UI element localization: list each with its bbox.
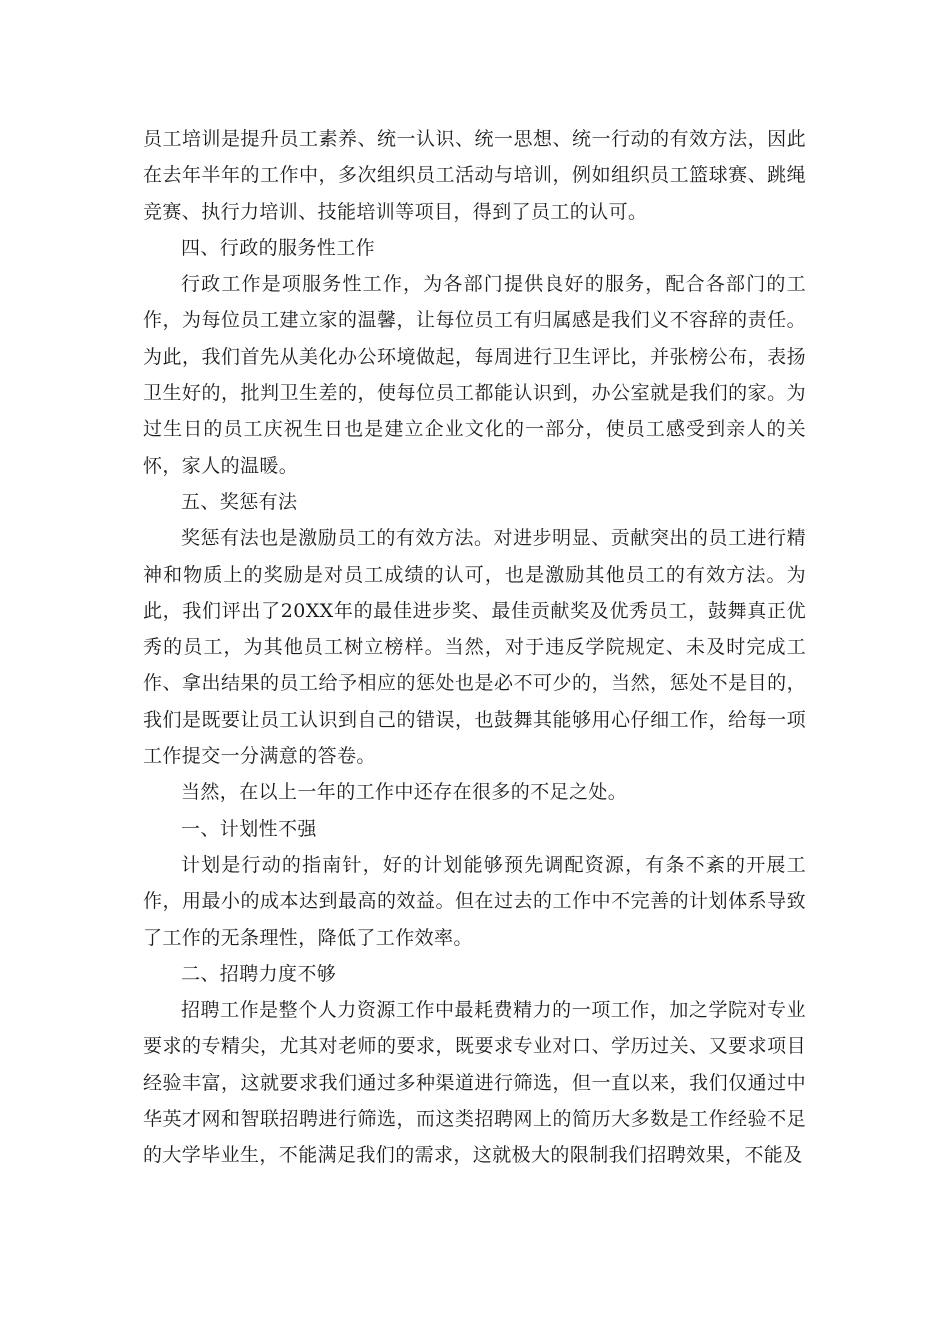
paragraph-recruitment: 招聘工作是整个人力资源工作中最耗费精力的一项工作，加之学院对专业要求的专精尖，尤其对老师的要求，既要求专业对口、学历过关、又要求项目经验丰富，这就要求我们通过多种渠道进行筛选，但一直以来，我们仅通过中华英才网和智联招聘进行筛选，而这类招聘网上的简历大多数是工作经验不足的大学毕业生，不能满足我们的需求，这就极大的限制我们招聘效果，不能及 xyxy=(143,999,806,1167)
heading-recruitment: 二、招聘力度不够 xyxy=(181,962,337,985)
heading-admin-service: 四、行政的服务性工作 xyxy=(181,236,376,259)
heading-weak-planning: 一、计划性不强 xyxy=(181,817,317,840)
document-body xyxy=(143,121,806,1174)
paragraph-shortcomings-intro: 当然，在以上一年的工作中还存在很多的不足之处。 xyxy=(181,781,628,804)
paragraph-training: 员工培训是提升员工素养、统一认识、统一思想、统一行动的有效方法，因此在去年半年的工作中，多次组织员工活动与培训，例如组织员工篮球赛、跳绳竞赛、执行力培训、技能培训等项目，得到了员工的认可。 xyxy=(143,128,806,223)
paragraph-rewards-penalties: 奖惩有法也是激励员工的有效方法。对进步明显、贡献突出的员工进行精神和物质上的奖励是对员工成绩的认可，也是激励其他员工的有效方法。为此，我们评出了20XX年的最佳进步奖、最佳贡献奖及优秀员工，鼓舞真正优秀的员工，为其他员工树立榜样。当然，对于违反学院规定、未及时完成工作、拿出结果的员工给予相应的惩处也是必不可少的，当然，惩处不是目的，我们是既要让员工认识到自己的错误，也鼓舞其能够用心仔细工作，给每一项工作提交一分满意的答卷。 xyxy=(143,527,806,768)
paragraph-admin-service: 行政工作是项服务性工作，为各部门提供良好的服务，配合各部门的工作，为每位员工建立家的温馨，让每位员工有归属感是我们义不容辞的责任。为此，我们首先从美化办公环境做起，每周进行卫生评比，并张榜公布，表扬卫生好的，批判卫生差的，使每位员工都能认识到，办公室就是我们的家。为过生日的员工庆祝生日也是建立企业文化的一部分，使员工感受到亲人的关怀，家人的温暖。 xyxy=(143,273,806,477)
paragraph-weak-planning: 计划是行动的指南针，好的计划能够预先调配资源，有条不紊的开展工作，用最小的成本达到最高的效益。但在过去的工作中不完善的计划体系导致了工作的无条理性，降低了工作效率。 xyxy=(143,853,806,949)
heading-rewards-penalties: 五、奖惩有法 xyxy=(181,490,298,513)
